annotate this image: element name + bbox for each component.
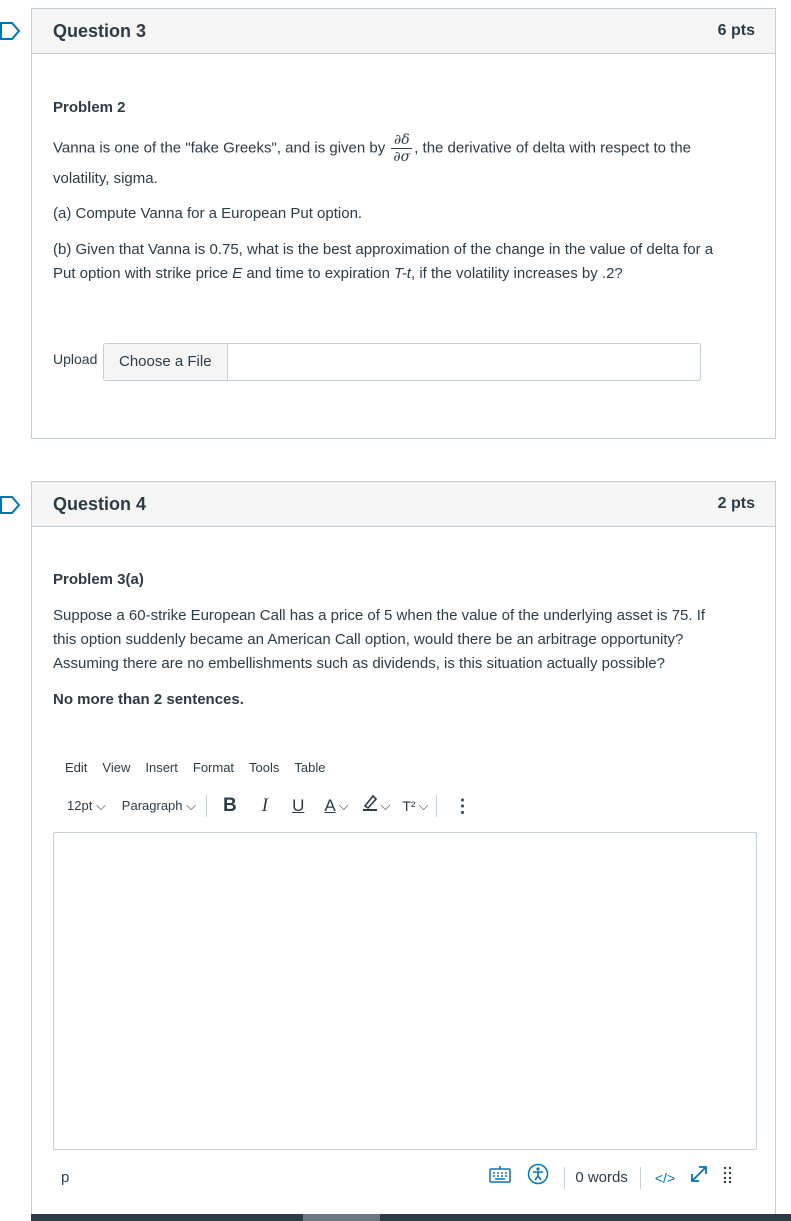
- chevron-down-icon: ⌵: [186, 798, 196, 813]
- question-text: volatility, sigma.: [53, 170, 158, 187]
- italic-button[interactable]: I: [261, 795, 269, 816]
- chevron-down-icon: ⌵: [95, 798, 106, 813]
- menu-format[interactable]: Format: [192, 760, 235, 775]
- choose-file-button[interactable]: Choose a File: [104, 344, 228, 380]
- problem-title: Problem 3(a): [53, 571, 144, 588]
- toolbar-divider: [206, 795, 207, 817]
- fullscreen-icon[interactable]: [689, 1164, 709, 1192]
- question-3-card: [31, 8, 776, 439]
- chevron-down-icon[interactable]: ⌵: [338, 798, 349, 813]
- formula-numerator: ∂δ: [391, 132, 412, 149]
- part-b-text: [53, 262, 755, 286]
- editor-toolbar: [53, 794, 755, 818]
- text-color-label: A: [324, 796, 336, 815]
- formula-denominator: ∂σ: [393, 149, 411, 165]
- question-text: [53, 132, 755, 165]
- bookmark-flag-icon[interactable]: [0, 496, 20, 514]
- text-span: Put option with strike price: [53, 265, 233, 282]
- upload-label: Upload: [53, 351, 98, 367]
- toolbar-divider: [436, 795, 437, 817]
- text-color-button[interactable]: [324, 794, 335, 818]
- upload-row: [53, 343, 755, 381]
- text-span: , if the volatility increases by .2?: [410, 265, 623, 282]
- keyboard-shortcuts-icon[interactable]: [489, 1165, 511, 1191]
- resize-handle-icon[interactable]: [723, 1165, 733, 1191]
- variable-e: E: [232, 265, 243, 282]
- vanna-formula: [391, 132, 412, 165]
- highlight-icon[interactable]: [361, 793, 379, 819]
- question-4-card: [31, 481, 776, 1221]
- block-format-value: Paragraph: [121, 798, 183, 813]
- question-points: 6 pts: [717, 22, 755, 39]
- underline-button[interactable]: U: [292, 796, 305, 815]
- question-body: [32, 96, 775, 381]
- part-a-text: (a) Compute Vanna for a European Put option.: [53, 205, 363, 222]
- question-body: [32, 568, 775, 1190]
- bold-button[interactable]: B: [223, 795, 237, 816]
- menu-table[interactable]: Table: [294, 760, 326, 775]
- menu-tools[interactable]: Tools: [249, 760, 280, 775]
- question-title: Question 3: [53, 20, 147, 41]
- menu-insert[interactable]: Insert: [145, 760, 178, 775]
- editor-statusbar: [53, 1166, 755, 1190]
- question-title: Question 4: [53, 493, 147, 514]
- superscript-button[interactable]: T²: [402, 798, 416, 814]
- block-format-select[interactable]: [122, 794, 196, 818]
- accessibility-checker-icon[interactable]: [527, 1163, 549, 1193]
- text-span: , the derivative of delta with respect to the: [414, 139, 692, 157]
- question-header: [32, 482, 775, 527]
- font-size-value: 12pt: [67, 798, 93, 813]
- question-header: [32, 9, 775, 54]
- question-text: this option suddenly became an American Call option, would there be an arbitrage opportunity?: [53, 631, 684, 648]
- question-text: Assuming there are no embellishments such as dividends, is this situation actually possible?: [53, 655, 665, 672]
- question-text: Suppose a 60-strike European Call has a price of 5 when the value of the underlying asset is 75. If: [53, 607, 706, 624]
- bookmark-flag-icon[interactable]: [0, 22, 20, 40]
- menu-edit[interactable]: Edit: [65, 760, 88, 775]
- instruction-note: No more than 2 sentences.: [53, 691, 244, 708]
- text-span: Vanna is one of the "fake Greeks", and is given by: [53, 139, 390, 157]
- rich-text-editor-area[interactable]: [53, 832, 757, 1150]
- part-b-text: (b) Given that Vanna is 0.75, what is the best approximation of the change in the value of delta for a: [53, 241, 714, 258]
- more-options-button[interactable]: ⋮: [453, 796, 472, 816]
- horizontal-scrollbar[interactable]: [31, 1214, 791, 1221]
- file-upload-field[interactable]: [103, 343, 701, 381]
- editor-menubar: [53, 756, 755, 780]
- status-divider: [640, 1167, 641, 1189]
- chevron-down-icon[interactable]: ⌵: [418, 798, 429, 813]
- status-divider: [564, 1167, 565, 1189]
- chevron-down-icon[interactable]: ⌵: [380, 798, 391, 813]
- element-path[interactable]: p: [61, 1169, 70, 1186]
- font-size-select[interactable]: [67, 794, 106, 818]
- text-span: and time to expiration: [242, 265, 395, 282]
- problem-title: Problem 2: [53, 99, 126, 116]
- html-editor-toggle[interactable]: </>: [654, 1170, 676, 1186]
- word-count[interactable]: 0 words: [575, 1169, 628, 1186]
- question-points: 2 pts: [717, 495, 755, 512]
- variable-t: T-t: [394, 265, 411, 282]
- scrollbar-thumb[interactable]: [303, 1214, 380, 1221]
- menu-view[interactable]: View: [102, 760, 131, 775]
